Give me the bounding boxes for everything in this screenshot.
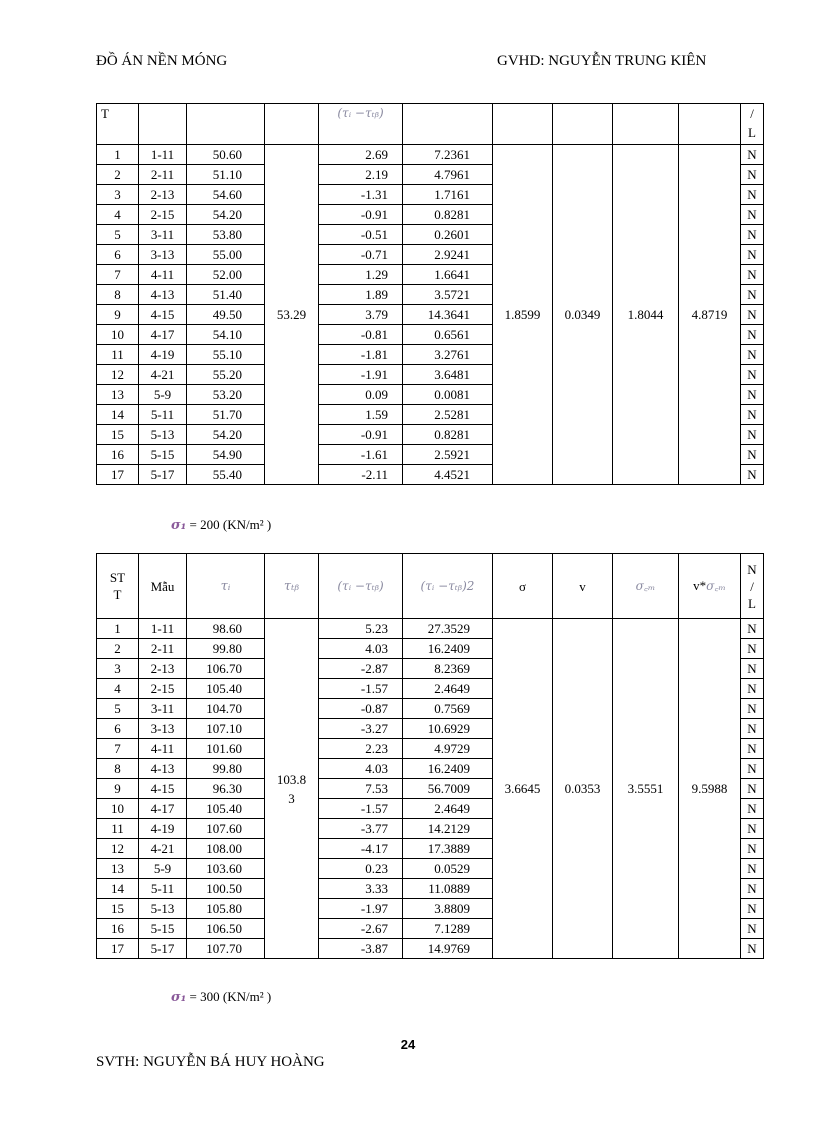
cell-diff: 5.23 xyxy=(319,619,403,639)
cell-mau: 5-11 xyxy=(139,405,187,425)
cell-diff2: 7.1289 xyxy=(403,919,493,939)
cell-tau: 105.80 xyxy=(187,899,265,919)
cell-stt: 15 xyxy=(97,425,139,445)
shear-table-2 xyxy=(96,553,764,959)
cell-diff: -4.17 xyxy=(319,839,403,859)
cell-stt: 12 xyxy=(97,839,139,859)
cell-mau: 2-15 xyxy=(139,205,187,225)
cell-stt: 10 xyxy=(97,325,139,345)
cell-stt: 11 xyxy=(97,345,139,365)
cell-diff: -3.27 xyxy=(319,719,403,739)
cell-stt: 11 xyxy=(97,819,139,839)
cell-diff: 3.33 xyxy=(319,879,403,899)
col-nl-header: N / L xyxy=(741,554,764,619)
cell-stt: 2 xyxy=(97,165,139,185)
cell-diff2: 2.5921 xyxy=(403,445,493,465)
cell-stt: 17 xyxy=(97,465,139,485)
cell-diff2: 14.3641 xyxy=(403,305,493,325)
cell-diff2: 27.3529 xyxy=(403,619,493,639)
cell-mau: 5-9 xyxy=(139,385,187,405)
col-sigma-header: σ xyxy=(493,554,553,619)
cell-diff: 2.19 xyxy=(319,165,403,185)
cell-diff: -1.61 xyxy=(319,445,403,465)
sigma-cm-symbol: σ꜀ₘ xyxy=(706,579,726,593)
cell-stt: 6 xyxy=(97,245,139,265)
cell-stt: 13 xyxy=(97,385,139,405)
cell-stt: 15 xyxy=(97,899,139,919)
cell-mau: 1-11 xyxy=(139,619,187,639)
cell-diff: -2.87 xyxy=(319,659,403,679)
cell-mau: 4-15 xyxy=(139,305,187,325)
cell-sigma: 3.6645 xyxy=(493,619,553,959)
cell-diff: -1.57 xyxy=(319,799,403,819)
cell-diff: 1.59 xyxy=(319,405,403,425)
cell-tau: 106.70 xyxy=(187,659,265,679)
cell-nl: N xyxy=(741,265,764,285)
cell-nl: N xyxy=(741,639,764,659)
cell-stt: 2 xyxy=(97,639,139,659)
cell-mau: 5-13 xyxy=(139,899,187,919)
cell-mau: 5-15 xyxy=(139,919,187,939)
cell-stt: 3 xyxy=(97,659,139,679)
cell-diff2: 0.0529 xyxy=(403,859,493,879)
cell-tau: 105.40 xyxy=(187,679,265,699)
cell-mau: 5-13 xyxy=(139,425,187,445)
cell-nl: N xyxy=(741,145,764,165)
cell-diff: -1.81 xyxy=(319,345,403,365)
cell-mau: 4-17 xyxy=(139,799,187,819)
cell-mau: 3-13 xyxy=(139,245,187,265)
cell-stt: 12 xyxy=(97,365,139,385)
cell-nl: N xyxy=(741,165,764,185)
cell-mau: 2-11 xyxy=(139,165,187,185)
cell-diff2: 0.8281 xyxy=(403,425,493,445)
cell-nl: N xyxy=(741,819,764,839)
cell-stt: 9 xyxy=(97,779,139,799)
cell-sigma-cm: 1.8044 xyxy=(613,145,679,485)
col-tau-tb-header: τₜᵦ xyxy=(265,554,319,619)
cell-tau: 99.80 xyxy=(187,759,265,779)
col-tau-header: τᵢ xyxy=(187,554,265,619)
cell-stt: 1 xyxy=(97,145,139,165)
cell-diff2: 8.2369 xyxy=(403,659,493,679)
cell-tau: 53.80 xyxy=(187,225,265,245)
sigma-value: = 300 (KN/m² ) xyxy=(186,989,272,1004)
cell-mau: 2-13 xyxy=(139,185,187,205)
cell-diff2: 11.0889 xyxy=(403,879,493,899)
sigma-value: = 200 (KN/m² ) xyxy=(186,517,272,532)
cell-diff2: 4.4521 xyxy=(403,465,493,485)
cell-diff: -3.77 xyxy=(319,819,403,839)
cell-diff: -2.67 xyxy=(319,919,403,939)
cell-v-sigma-cm: 9.5988 xyxy=(679,619,741,959)
table-header-row xyxy=(97,104,764,145)
cell-diff: -0.91 xyxy=(319,425,403,445)
cell-nl: N xyxy=(741,839,764,859)
cell-mau: 4-11 xyxy=(139,739,187,759)
cell-tau: 54.20 xyxy=(187,205,265,225)
cell-mau: 4-13 xyxy=(139,285,187,305)
cell-tau: 108.00 xyxy=(187,839,265,859)
cell-diff: -1.97 xyxy=(319,899,403,919)
cell-diff2: 3.5721 xyxy=(403,285,493,305)
cell-tau: 51.70 xyxy=(187,405,265,425)
cell-v: 0.0353 xyxy=(553,619,613,959)
cell-diff: 2.23 xyxy=(319,739,403,759)
cell-tau: 103.60 xyxy=(187,859,265,879)
cell-nl: N xyxy=(741,345,764,365)
cell-diff2: 7.2361 xyxy=(403,145,493,165)
cell-nl: N xyxy=(741,879,764,899)
cell-diff: 4.03 xyxy=(319,639,403,659)
col-v-sigma-cm-header xyxy=(679,104,741,145)
cell-diff: -0.51 xyxy=(319,225,403,245)
cell-diff2: 2.5281 xyxy=(403,405,493,425)
cell-tau: 54.10 xyxy=(187,325,265,345)
cell-tau: 107.70 xyxy=(187,939,265,959)
cell-diff2: 17.3889 xyxy=(403,839,493,859)
cell-diff: -3.87 xyxy=(319,939,403,959)
cell-tau: 101.60 xyxy=(187,739,265,759)
header-right: GVHD: NGUYỄN TRUNG KIÊN xyxy=(497,53,707,69)
cell-tau-tb: 103.8 3 xyxy=(265,619,319,959)
col-mau-header xyxy=(139,104,187,145)
cell-mau: 3-11 xyxy=(139,699,187,719)
cell-mau: 4-17 xyxy=(139,325,187,345)
col-mau-header: Mẫu xyxy=(139,554,187,619)
cell-nl: N xyxy=(741,619,764,639)
cell-tau: 51.40 xyxy=(187,285,265,305)
cell-diff: -0.87 xyxy=(319,699,403,719)
cell-diff: -1.91 xyxy=(319,365,403,385)
cell-mau: 4-19 xyxy=(139,819,187,839)
cell-nl: N xyxy=(741,719,764,739)
cell-mau: 4-19 xyxy=(139,345,187,365)
footer-text: SVTH: NGUYỄN BÁ HUY HOÀNG xyxy=(96,1054,325,1070)
cell-nl: N xyxy=(741,365,764,385)
cell-mau: 4-13 xyxy=(139,759,187,779)
cell-nl: N xyxy=(741,859,764,879)
cell-tau: 54.20 xyxy=(187,425,265,445)
cell-tau: 106.50 xyxy=(187,919,265,939)
col-stt-header: T xyxy=(97,104,139,145)
cell-tau: 49.50 xyxy=(187,305,265,325)
col-nl-header: / L xyxy=(741,104,764,145)
cell-nl: N xyxy=(741,939,764,959)
cell-tau: 55.00 xyxy=(187,245,265,265)
cell-diff: -0.71 xyxy=(319,245,403,265)
cell-nl: N xyxy=(741,659,764,679)
cell-diff2: 0.6561 xyxy=(403,325,493,345)
cell-v: 0.0349 xyxy=(553,145,613,485)
cell-stt: 5 xyxy=(97,225,139,245)
col-tau-header xyxy=(187,104,265,145)
cell-mau: 3-13 xyxy=(139,719,187,739)
cell-nl: N xyxy=(741,385,764,405)
cell-diff2: 0.0081 xyxy=(403,385,493,405)
cell-diff: 1.89 xyxy=(319,285,403,305)
col-v-header xyxy=(553,104,613,145)
col-stt-header: ST T xyxy=(97,554,139,619)
cell-tau: 105.40 xyxy=(187,799,265,819)
col-tau-tb-header xyxy=(265,104,319,145)
col-sigma-cm-header: σ꜀ₘ xyxy=(613,554,679,619)
header-left: ĐỒ ÁN NỀN MÓNG xyxy=(96,53,228,69)
cell-diff: 0.23 xyxy=(319,859,403,879)
cell-diff2: 16.2409 xyxy=(403,759,493,779)
cell-stt: 8 xyxy=(97,759,139,779)
cell-mau: 2-13 xyxy=(139,659,187,679)
cell-tau: 107.10 xyxy=(187,719,265,739)
sigma-symbol: σ₁ xyxy=(171,990,187,1005)
cell-tau: 55.20 xyxy=(187,365,265,385)
cell-tau: 96.30 xyxy=(187,779,265,799)
cell-mau: 5-17 xyxy=(139,465,187,485)
cell-nl: N xyxy=(741,899,764,919)
cell-nl: N xyxy=(741,445,764,465)
cell-mau: 5-15 xyxy=(139,445,187,465)
cell-nl: N xyxy=(741,465,764,485)
cell-diff2: 0.2601 xyxy=(403,225,493,245)
cell-diff2: 1.6641 xyxy=(403,265,493,285)
cell-diff2: 56.7009 xyxy=(403,779,493,799)
cell-tau: 54.60 xyxy=(187,185,265,205)
cell-diff: 2.69 xyxy=(319,145,403,165)
cell-nl: N xyxy=(741,799,764,819)
cell-nl: N xyxy=(741,285,764,305)
cell-mau: 2-15 xyxy=(139,679,187,699)
col-v-header: v xyxy=(553,554,613,619)
cell-mau: 4-21 xyxy=(139,365,187,385)
cell-nl: N xyxy=(741,739,764,759)
cell-stt: 14 xyxy=(97,879,139,899)
cell-diff2: 16.2409 xyxy=(403,639,493,659)
cell-stt: 9 xyxy=(97,305,139,325)
cell-stt: 4 xyxy=(97,679,139,699)
cell-tau: 52.00 xyxy=(187,265,265,285)
cell-tau: 100.50 xyxy=(187,879,265,899)
cell-nl: N xyxy=(741,245,764,265)
cell-stt: 16 xyxy=(97,919,139,939)
cell-diff: 4.03 xyxy=(319,759,403,779)
cell-tau: 99.80 xyxy=(187,639,265,659)
col-diff-header: (τᵢ −τₜᵦ) xyxy=(319,554,403,619)
cell-stt: 6 xyxy=(97,719,139,739)
col-diff2-header xyxy=(403,104,493,145)
cell-stt: 16 xyxy=(97,445,139,465)
cell-diff2: 0.8281 xyxy=(403,205,493,225)
cell-tau: 51.10 xyxy=(187,165,265,185)
cell-nl: N xyxy=(741,205,764,225)
v-prefix: v* xyxy=(693,578,707,593)
cell-tau: 98.60 xyxy=(187,619,265,639)
col-sigma-header xyxy=(493,104,553,145)
cell-stt: 13 xyxy=(97,859,139,879)
cell-tau: 54.90 xyxy=(187,445,265,465)
cell-tau: 107.60 xyxy=(187,819,265,839)
cell-nl: N xyxy=(741,305,764,325)
cell-mau: 1-11 xyxy=(139,145,187,165)
cell-tau-tb: 53.29 xyxy=(265,145,319,485)
cell-stt: 1 xyxy=(97,619,139,639)
cell-nl: N xyxy=(741,779,764,799)
col-v-sigma-cm-header xyxy=(679,554,741,619)
cell-diff2: 2.4649 xyxy=(403,799,493,819)
cell-stt: 3 xyxy=(97,185,139,205)
cell-diff: -2.11 xyxy=(319,465,403,485)
cell-diff: -1.31 xyxy=(319,185,403,205)
cell-mau: 4-15 xyxy=(139,779,187,799)
cell-diff2: 3.2761 xyxy=(403,345,493,365)
cell-tau: 104.70 xyxy=(187,699,265,719)
cell-mau: 5-9 xyxy=(139,859,187,879)
cell-diff: 0.09 xyxy=(319,385,403,405)
cell-diff: 7.53 xyxy=(319,779,403,799)
cell-stt: 7 xyxy=(97,265,139,285)
table-row xyxy=(97,619,764,639)
cell-stt: 17 xyxy=(97,939,139,959)
col-diff2-header: (τᵢ −τₜᵦ)2 xyxy=(403,554,493,619)
cell-diff2: 0.7569 xyxy=(403,699,493,719)
shear-table-1 xyxy=(96,103,764,485)
cell-nl: N xyxy=(741,919,764,939)
cell-diff2: 14.2129 xyxy=(403,819,493,839)
sigma-symbol: σ₁ xyxy=(171,518,187,533)
cell-mau: 2-11 xyxy=(139,639,187,659)
cell-v-sigma-cm: 4.8719 xyxy=(679,145,741,485)
cell-stt: 7 xyxy=(97,739,139,759)
cell-tau: 50.60 xyxy=(187,145,265,165)
col-diff-header: (τᵢ −τₜᵦ) xyxy=(319,104,403,145)
sigma-caption-2 xyxy=(171,989,271,1005)
cell-tau: 55.40 xyxy=(187,465,265,485)
cell-stt: 5 xyxy=(97,699,139,719)
cell-diff2: 3.8809 xyxy=(403,899,493,919)
cell-nl: N xyxy=(741,225,764,245)
cell-diff2: 1.7161 xyxy=(403,185,493,205)
cell-diff2: 10.6929 xyxy=(403,719,493,739)
cell-tau: 55.10 xyxy=(187,345,265,365)
cell-mau: 5-11 xyxy=(139,879,187,899)
cell-tau: 53.20 xyxy=(187,385,265,405)
cell-stt: 8 xyxy=(97,285,139,305)
col-sigma-cm-header xyxy=(613,104,679,145)
cell-mau: 5-17 xyxy=(139,939,187,959)
cell-nl: N xyxy=(741,325,764,345)
cell-nl: N xyxy=(741,699,764,719)
cell-sigma: 1.8599 xyxy=(493,145,553,485)
cell-nl: N xyxy=(741,185,764,205)
cell-diff: -0.81 xyxy=(319,325,403,345)
cell-sigma-cm: 3.5551 xyxy=(613,619,679,959)
cell-diff2: 4.7961 xyxy=(403,165,493,185)
cell-stt: 14 xyxy=(97,405,139,425)
cell-nl: N xyxy=(741,679,764,699)
cell-diff: 3.79 xyxy=(319,305,403,325)
cell-diff2: 2.4649 xyxy=(403,679,493,699)
cell-mau: 3-11 xyxy=(139,225,187,245)
cell-stt: 4 xyxy=(97,205,139,225)
cell-stt: 10 xyxy=(97,799,139,819)
cell-diff2: 4.9729 xyxy=(403,739,493,759)
cell-diff2: 3.6481 xyxy=(403,365,493,385)
cell-diff2: 2.9241 xyxy=(403,245,493,265)
sigma-caption-1 xyxy=(171,517,271,533)
cell-mau: 4-21 xyxy=(139,839,187,859)
cell-diff: -1.57 xyxy=(319,679,403,699)
cell-mau: 4-11 xyxy=(139,265,187,285)
cell-diff: -0.91 xyxy=(319,205,403,225)
table-row xyxy=(97,145,764,165)
cell-diff2: 14.9769 xyxy=(403,939,493,959)
cell-nl: N xyxy=(741,405,764,425)
cell-nl: N xyxy=(741,425,764,445)
cell-nl: N xyxy=(741,759,764,779)
table-header-row xyxy=(97,554,764,619)
page-number: 24 xyxy=(400,1037,416,1052)
cell-diff: 1.29 xyxy=(319,265,403,285)
